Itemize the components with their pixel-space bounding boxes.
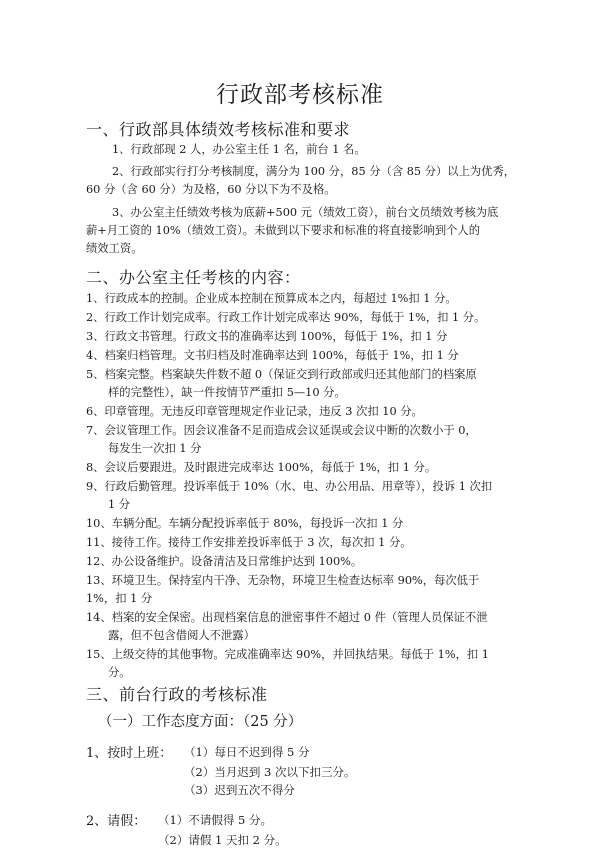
list-item bbox=[86, 290, 526, 308]
item-text: 5、档案完整。档案缺失件数不超 0（保证交到行政部或归还其他部门的档案原 bbox=[86, 368, 477, 381]
list-item bbox=[86, 309, 526, 327]
item-text: 9、行政后勤管理。投诉率低于 10%（水、电、办公用品、用章等），投诉 1 次扣 bbox=[86, 480, 493, 493]
item-continuation: 1%，扣 1 分 bbox=[86, 591, 153, 605]
list-item bbox=[86, 403, 526, 421]
list-item bbox=[86, 646, 526, 681]
paragraph-line: 3、办公室主任绩效考核为底薪+500 元（绩效工资），前台文员绩效考核为底 bbox=[112, 206, 499, 219]
section-3-subheading: （一）工作态度方面：（25 分） bbox=[98, 714, 303, 730]
item-text: 1、行政成本的控制。企业成本控制在预算成本之内，每超过 1%扣 1 分。 bbox=[86, 292, 457, 305]
paragraph-line: 60 分（含 60 分）为及格，60 分以下为不及格。 bbox=[86, 183, 336, 196]
list-item bbox=[86, 328, 526, 346]
item-text: 11、接待工作。接待工作安排差投诉率低于 3 次，每次扣 1 分。 bbox=[86, 536, 412, 549]
section-2-heading: 二、办公室主任考核的内容： bbox=[86, 268, 301, 287]
section-3-heading: 三、前台行政的考核标准 bbox=[86, 685, 268, 704]
item-text: 10、车辆分配。车辆分配投诉率低于 80%，每投诉一次扣 1 分 bbox=[86, 517, 404, 530]
list-item bbox=[86, 515, 526, 533]
leave-label: 2、请假： bbox=[86, 814, 147, 829]
list-item bbox=[86, 572, 526, 607]
list-item bbox=[86, 347, 526, 365]
list-item bbox=[86, 534, 526, 552]
section-1-heading: 一、行政部具体绩效考核标准和要求 bbox=[86, 120, 351, 139]
item-continuation: 分。 bbox=[108, 665, 131, 679]
attendance-rule: （2）当月迟到 3 次以下扣三分。 bbox=[184, 765, 356, 779]
leave-rule: （1）不请假得 5 分。 bbox=[158, 813, 272, 827]
item-continuation: 每发生一次扣 1 分 bbox=[108, 441, 202, 455]
item-text: 15、上级交待的其他事物。完成准确率达 90%，并回执结果。每低于 1%，扣 1 bbox=[86, 648, 489, 661]
list-item bbox=[86, 609, 526, 644]
attendance-rule: （3）迟到五次不得分 bbox=[184, 783, 295, 797]
attendance-rule: （1）每日不迟到得 5 分 bbox=[184, 745, 310, 759]
item-text: 2、行政工作计划完成率。行政工作计划完成率达 90%，每低于 1%，扣 1 分。 bbox=[86, 311, 486, 324]
item-text: 6、印章管理。无违反印章管理规定作业记录，违反 3 次扣 10 分。 bbox=[86, 405, 423, 418]
item-text: 12、办公设备维护。设备清洁及日常维护达到 100%。 bbox=[86, 555, 363, 568]
item-text: 13、环境卫生。保持室内干净、无杂物，环境卫生检查达标率 90%，每次低于 bbox=[86, 574, 480, 587]
paragraph-line: 绩效工资。 bbox=[86, 242, 143, 255]
list-item bbox=[86, 478, 526, 513]
paragraph-line: 2、行政部实行打分考核制度，满分为 100 分，85 分（含 85 分）以上为优秀， bbox=[112, 165, 516, 178]
list-item bbox=[86, 553, 526, 571]
item-text: 3、行政文书管理。行政文书的准确率达到 100%，每低于 1%，扣 1 分 bbox=[86, 330, 448, 343]
document-title: 行政部考核标准 bbox=[216, 82, 384, 108]
item-continuation: 露，但不包含借阅人不泄露） bbox=[108, 628, 255, 642]
item-text: 7、会议管理工作。因会议准备不足而造成会议延误或会议中断的次数小于 0， bbox=[86, 424, 477, 437]
item-text: 8、会议后要跟进。及时跟进完成率达 100%，每低于 1%，扣 1 分。 bbox=[86, 461, 437, 474]
leave-rule: （2）请假 1 天扣 2 分。 bbox=[158, 833, 287, 847]
attendance-label: 1、按时上班： bbox=[86, 746, 173, 761]
list-item bbox=[86, 459, 526, 477]
item-text: 14、档案的安全保密。出现档案信息的泄密事件不超过 0 件（管理人员保证不泄 bbox=[86, 611, 488, 624]
item-continuation: 样的完整性），缺一件按情节严重扣 5—10 分。 bbox=[108, 385, 346, 399]
list-item bbox=[86, 422, 526, 457]
item-continuation: 1 分 bbox=[108, 497, 131, 511]
item-text: 4、档案归档管理。文书归档及时准确率达到 100%，每低于 1%，扣 1 分 bbox=[86, 349, 459, 362]
paragraph-line: 薪+月工资的 10%（绩效工资）。未做到以下要求和标准的将直接影响到个人的 bbox=[86, 224, 481, 237]
paragraph-line: 1、行政部现 2 人，办公室主任 1 名，前台 1 名。 bbox=[112, 143, 366, 156]
list-item bbox=[86, 366, 526, 401]
